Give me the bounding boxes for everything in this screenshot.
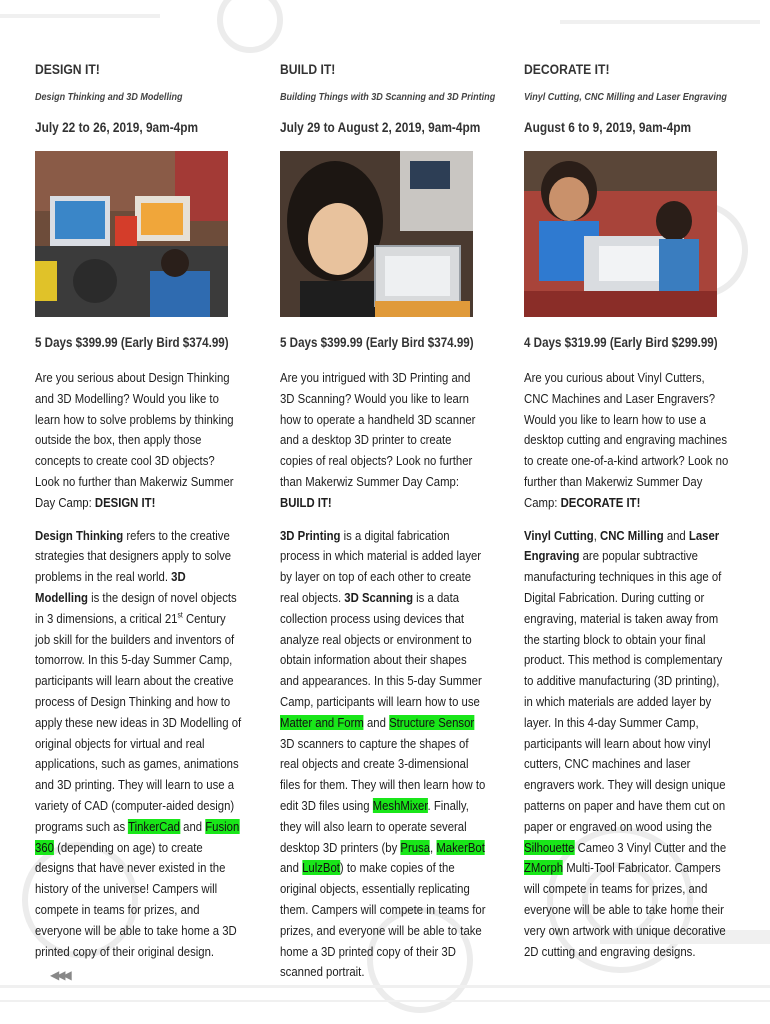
- camp-photo: [524, 151, 717, 317]
- camp-column-build: [280, 58, 502, 983]
- camp-dates: July 22 to 26, 2019, 9am-4pm: [35, 120, 199, 135]
- camp-column-design: [35, 58, 257, 962]
- camp-intro: Are you serious about Design Thinking and 3D Modelling? Would you like to learn how to solve problems by thinking outside the box, then apply those concepts to create cool 3D objects? Look no further than Makerwiz Summer Day Camp: DESIGN IT!: [35, 370, 234, 510]
- software-link-lulzbot[interactable]: LulzBot: [302, 860, 340, 876]
- camp-price: 5 Days $399.99 (Early Bird $374.99): [280, 335, 474, 350]
- camp-price: 5 Days $399.99 (Early Bird $374.99): [35, 335, 229, 350]
- camp-title: DECORATE IT!: [524, 62, 610, 77]
- camp-subtitle: Vinyl Cutting, CNC Milling and Laser Engraving: [524, 91, 727, 103]
- camp-description: Design Thinking refers to the creative strategies that designers apply to solve problems in the real world. 3D Modelling is the design of novel objects in 3 dimensions, a critical 21st Century job skill for the builders and inventors of tomorrow. In this 5-day Summer Camp, participants will learn about the creative process of Design Thinking and how to apply these new ideas in 3D Modelling of original objects for virtual and real applications, such as games, animations and 3D printing. They will learn to use a variety of CAD (computer-aided design) programs such as TinkerCad and Fusion 360 (depending on age) to create designs that have never existed in the history of the universe! Campers will compete in teams for prizes, and everyone will be able to take home a 3D printed copy of their original design.: [35, 527, 242, 959]
- software-link-makerbot[interactable]: MakerBot: [436, 839, 485, 855]
- camp-photo: [280, 151, 473, 317]
- software-link-meshmixer[interactable]: MeshMixer: [372, 797, 428, 813]
- camp-subtitle: Building Things with 3D Scanning and 3D Printing: [280, 91, 496, 103]
- camp-column-decorate: [524, 58, 746, 962]
- camp-subtitle: Design Thinking and 3D Modelling: [35, 91, 183, 103]
- software-link-fusion360[interactable]: Fusion 360: [35, 818, 240, 855]
- camp-dates: August 6 to 9, 2019, 9am-4pm: [524, 120, 692, 135]
- camp-intro: Are you curious about Vinyl Cutters, CNC Machines and Laser Engravers? Would you like to learn how to use a desktop cutting and engraving machines to create one-of-a-kind artwork? Look no further than Makerwiz Summer Day Camp: DECORATE IT!: [524, 370, 729, 510]
- camp-price: 4 Days $319.99 (Early Bird $299.99): [524, 335, 718, 350]
- camp-description: Vinyl Cutting, CNC Milling and Laser Engraving are popular subtractive manufacturing techniques in this age of Digital Fabrication. During cutting or engraving, material is taken away from the starting block to obtain your final product. This method is complementary to additive manufacturing (3D printing), in which materials are added layer by layer. In this 4-day Summer Camp, participants will learn about how vinyl cutters, CNC machines and laser engravers work. They will design unique patterns on paper and have them cut on paper or engraved on wood using the Silhouette Cameo 3 Vinyl Cutter and the ZMorph Multi-Tool Fabricator. Campers will compete in teams for prizes, and everyone will be able to take home their very own artwork with unique decorative 2D cutting and engraving designs.: [524, 527, 727, 959]
- software-link-prusa[interactable]: Prusa: [400, 839, 431, 855]
- camp-title: BUILD IT!: [280, 62, 336, 77]
- camp-intro: Are you intrigued with 3D Printing and 3D Scanning? Would you like to learn how to operate a handheld 3D scanner and a desktop 3D printer to create copies of real objects? Look no further than Makerwiz Summer Day Camp: BUILD IT!: [280, 370, 476, 510]
- software-link-silhouette[interactable]: Silhouette: [524, 839, 575, 855]
- camp-photo: [35, 151, 228, 317]
- camp-description: 3D Printing is a digital fabrication process in which material is added layer by layer on top of each other to create real objects. 3D Scanning is a data collection process using devices that analyze real objects or environment to obtain information about their shapes and appearances. In this 5-day Summer Camp, participants will learn how to use Matter and Form and Structure Sensor 3D scanners to capture the shapes of real objects and create 3-dimensional files for them. They will then learn how to edit 3D files using MeshMixer. Finally, they will also learn to operate several desktop 3D printers (by Prusa, MakerBot and LulzBot) to make copies of the original objects, essentially replicating them. Campers will compete in teams for prizes, and everyone will be able to take home a 3D printed copy of their 3D scanned portrait.: [280, 527, 486, 980]
- camp-dates: July 29 to August 2, 2019, 9am-4pm: [280, 120, 481, 135]
- software-link-matter-and-form[interactable]: Matter and Form: [280, 714, 364, 730]
- software-link-structure-sensor[interactable]: Structure Sensor: [389, 714, 475, 730]
- camp-title: DESIGN IT!: [35, 62, 100, 77]
- decorative-arrows-icon: ◀◀◀: [50, 968, 69, 982]
- software-link-tinkercad[interactable]: TinkerCad: [128, 818, 180, 834]
- software-link-zmorph[interactable]: ZMorph: [524, 860, 564, 876]
